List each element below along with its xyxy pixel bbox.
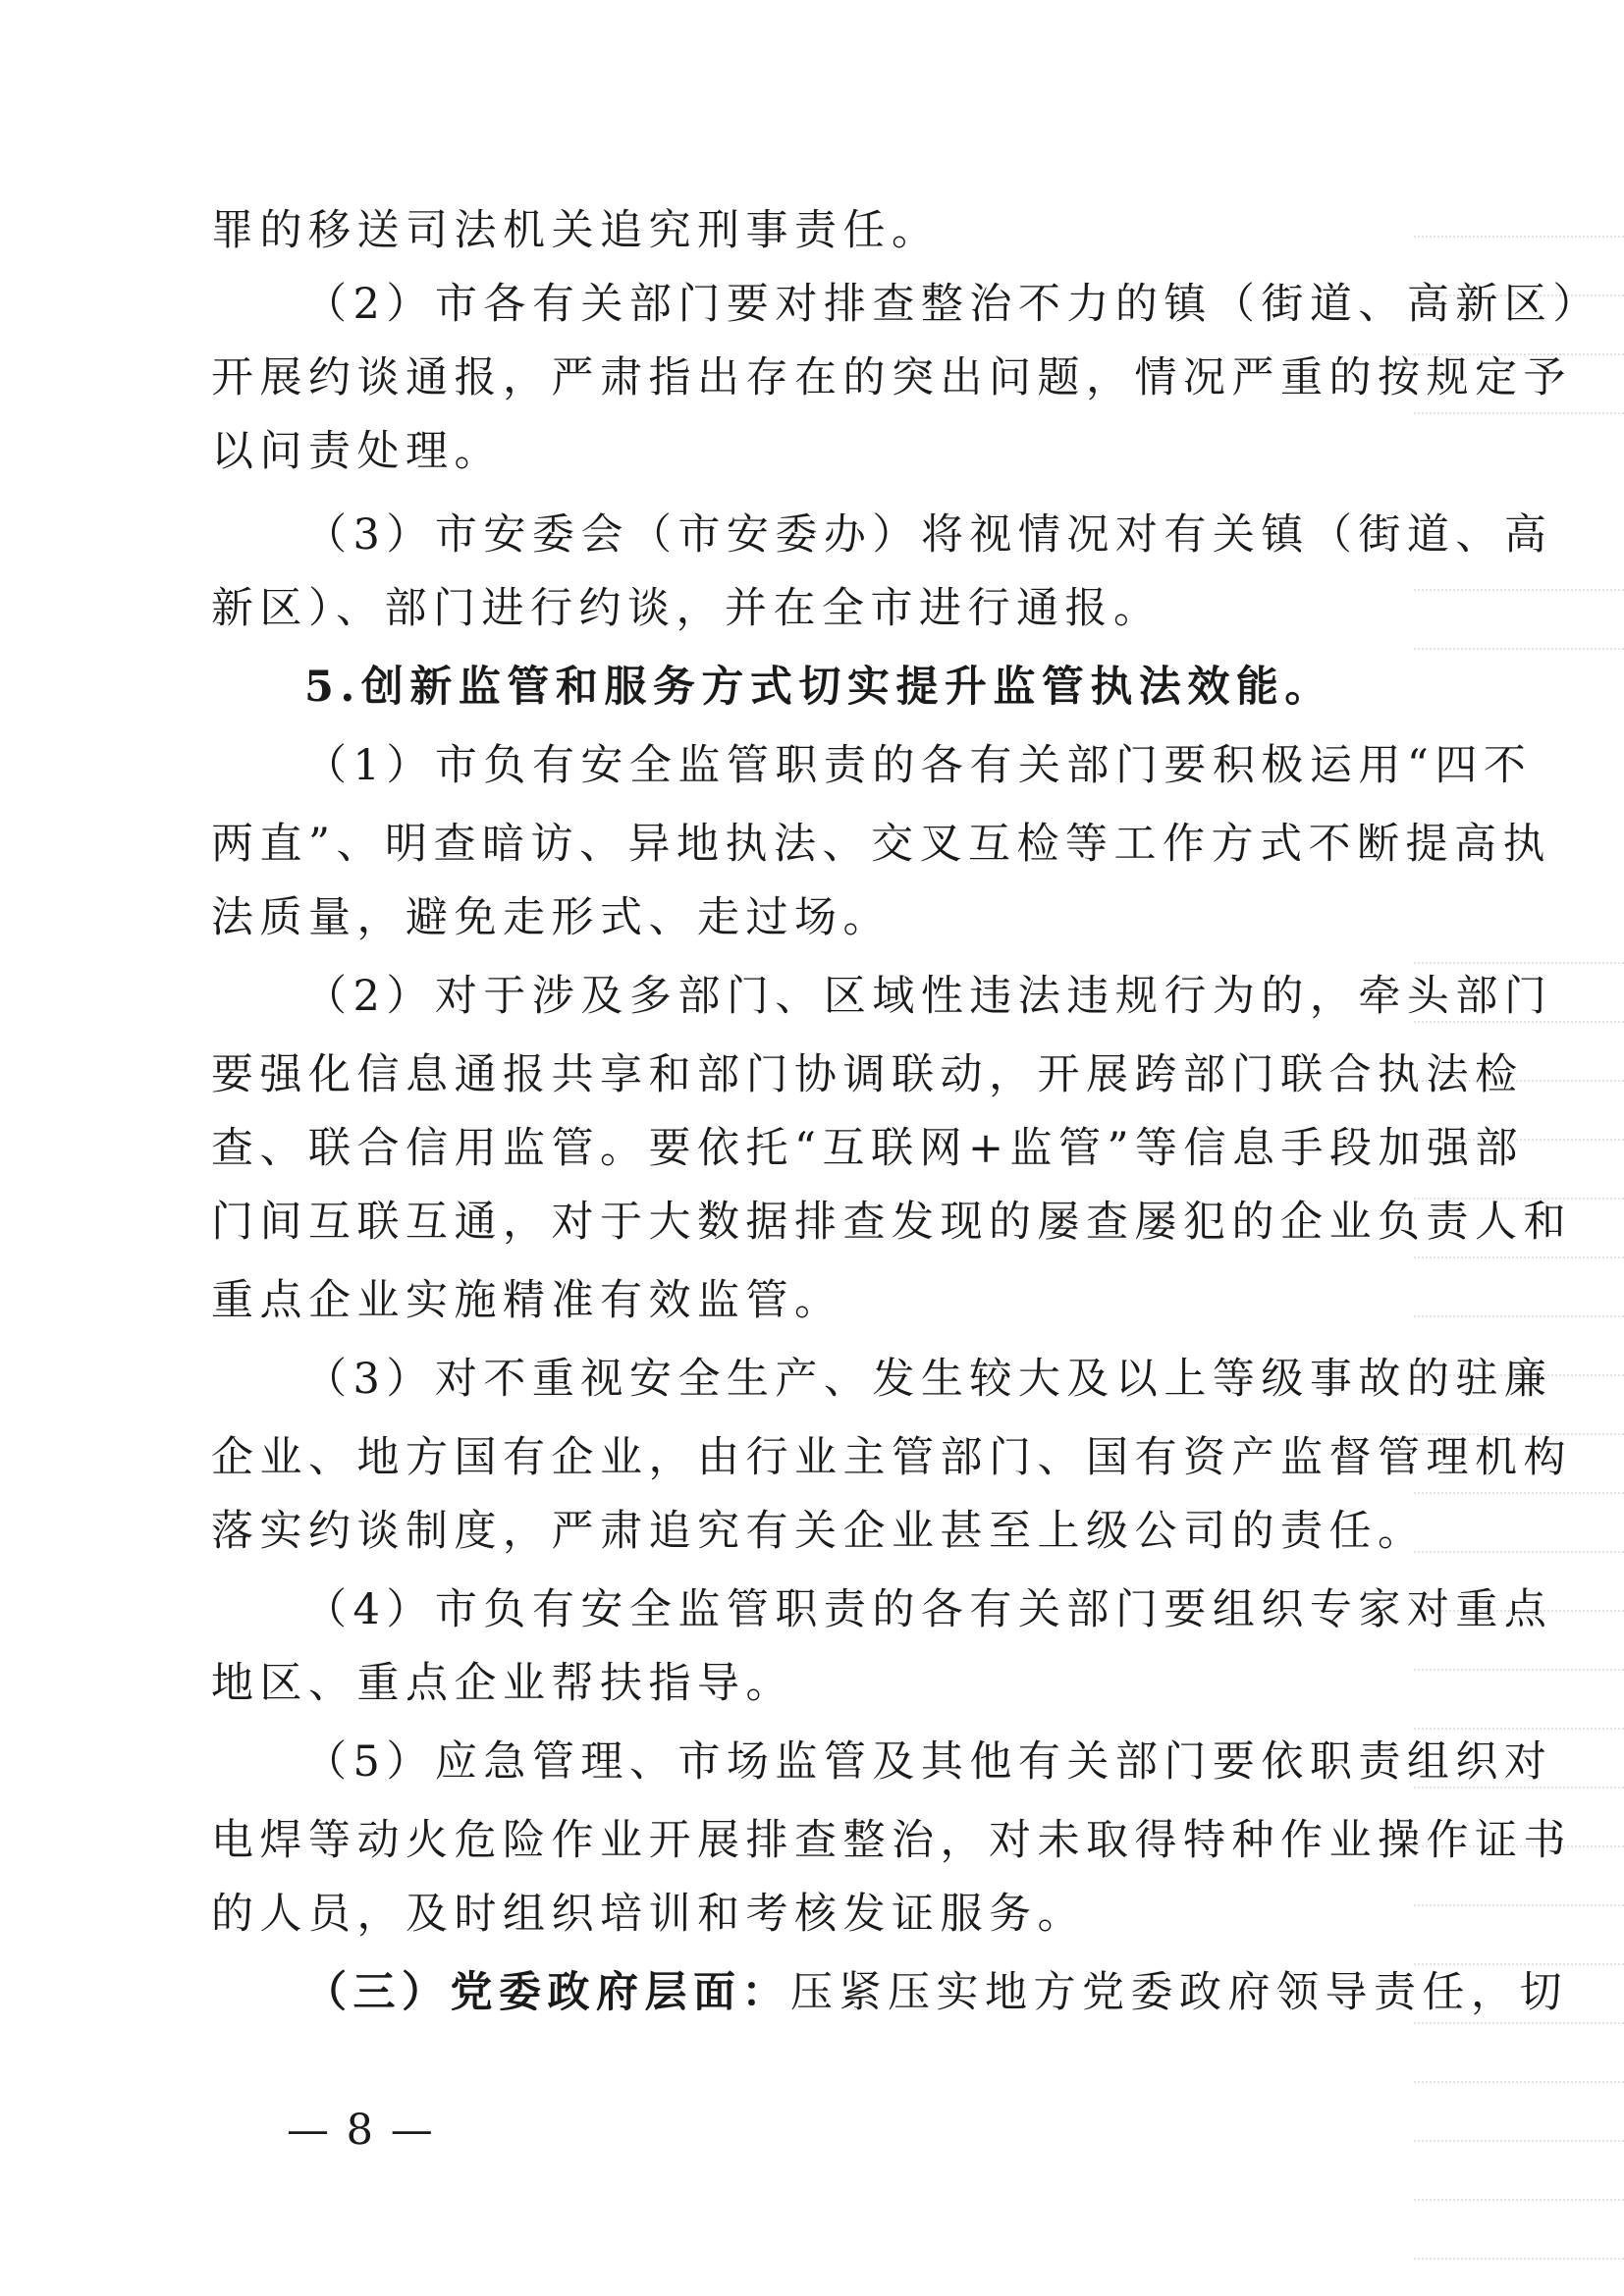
text-line: 要强化信息通报共享和部门协调联动，开展跨部门联合执法检: [211, 1050, 1524, 1099]
scan-line: [1414, 589, 1624, 591]
scan-line: [1414, 412, 1624, 414]
scan-line: [1414, 1551, 1624, 1553]
text-line: 以问责处理。: [211, 427, 503, 476]
paragraph-start: （2）对于涉及多部门、区域性违法违规行为的，牵头部门: [304, 972, 1553, 1021]
scan-line: [1414, 236, 1624, 238]
text-line: 法质量，避免走形式、走过场。: [211, 893, 892, 942]
paragraph-start: （3）市安委会（市安委办）将视情况对有关镇（街道、高: [304, 510, 1553, 560]
text-line: 地区、重点企业帮扶指导。: [211, 1659, 794, 1708]
paragraph-start: （5）应急管理、市场监管及其他有关部门要依职责组织对: [304, 1737, 1553, 1787]
scan-line: [1414, 1728, 1624, 1730]
scan-line: [1414, 2022, 1624, 2024]
paragraph-start: （4）市负有安全监管职责的各有关部门要组织专家对重点: [304, 1585, 1553, 1634]
scan-line: [1414, 2199, 1624, 2201]
page-number: — 8 —: [287, 2106, 435, 2155]
scan-line: [1414, 1256, 1624, 1258]
paragraph-start: （1）市负有安全监管职责的各有关部门要积极运用“四不: [304, 741, 1533, 790]
text-line: 罪的移送司法机关追究刑事责任。: [211, 206, 941, 255]
text-line: 两直”、明查暗访、异地执法、交叉互检等工作方式不断提高执: [211, 820, 1551, 869]
paragraph-start: （3）对不重视安全生产、发生较大及以上等级事故的驻廉: [304, 1355, 1553, 1404]
text-line: 落实约谈制度，严肃追究有关企业甚至上级公司的责任。: [211, 1507, 1427, 1556]
scan-line: [1414, 2081, 1624, 2083]
text-line: 重点企业实施精准有效监管。: [211, 1276, 843, 1325]
text-line: 开展约谈通报，严肃指出存在的突出问题，情况严重的按规定予: [211, 353, 1572, 402]
scan-line: [1414, 962, 1624, 964]
text-line: 查、联合信用监管。要依托“互联网+监管”等信息手段加强部: [211, 1124, 1524, 1173]
scan-line: [1414, 2140, 1624, 2142]
section-label: （三）党委政府层面：: [304, 1968, 790, 2017]
section-paragraph: [304, 1963, 1568, 2022]
text-line: 企业、地方国有企业，由行业主管部门、国有资产监督管理机构: [211, 1433, 1572, 1482]
paragraph-start: （2）市各有关部门要对排查整治不力的镇（街道、高新区）: [304, 280, 1601, 329]
scan-line: [1414, 648, 1624, 650]
section-text: 压紧压实地方党委政府领导责任，切: [790, 1968, 1568, 2017]
section-heading: 5.创新监管和服务方式切实提升监管执法效能。: [304, 663, 1333, 712]
scan-line: [1414, 1492, 1624, 1494]
scan-line: [1414, 2258, 1624, 2260]
text-line: 的人员，及时组织培训和考核发证服务。: [211, 1890, 1086, 1939]
scan-line: [1414, 1669, 1624, 1671]
text-line: 门间互联互通，对于大数据排查发现的屡查屡犯的企业负责人和: [211, 1198, 1572, 1247]
scan-line: [1414, 1904, 1624, 1906]
scan-line: [1414, 1315, 1624, 1317]
text-line: 新区）、部门进行约谈，并在全市进行通报。: [211, 584, 1163, 633]
text-line: 电焊等动火危险作业开展排查整治，对未取得特种作业操作证书: [211, 1816, 1572, 1865]
